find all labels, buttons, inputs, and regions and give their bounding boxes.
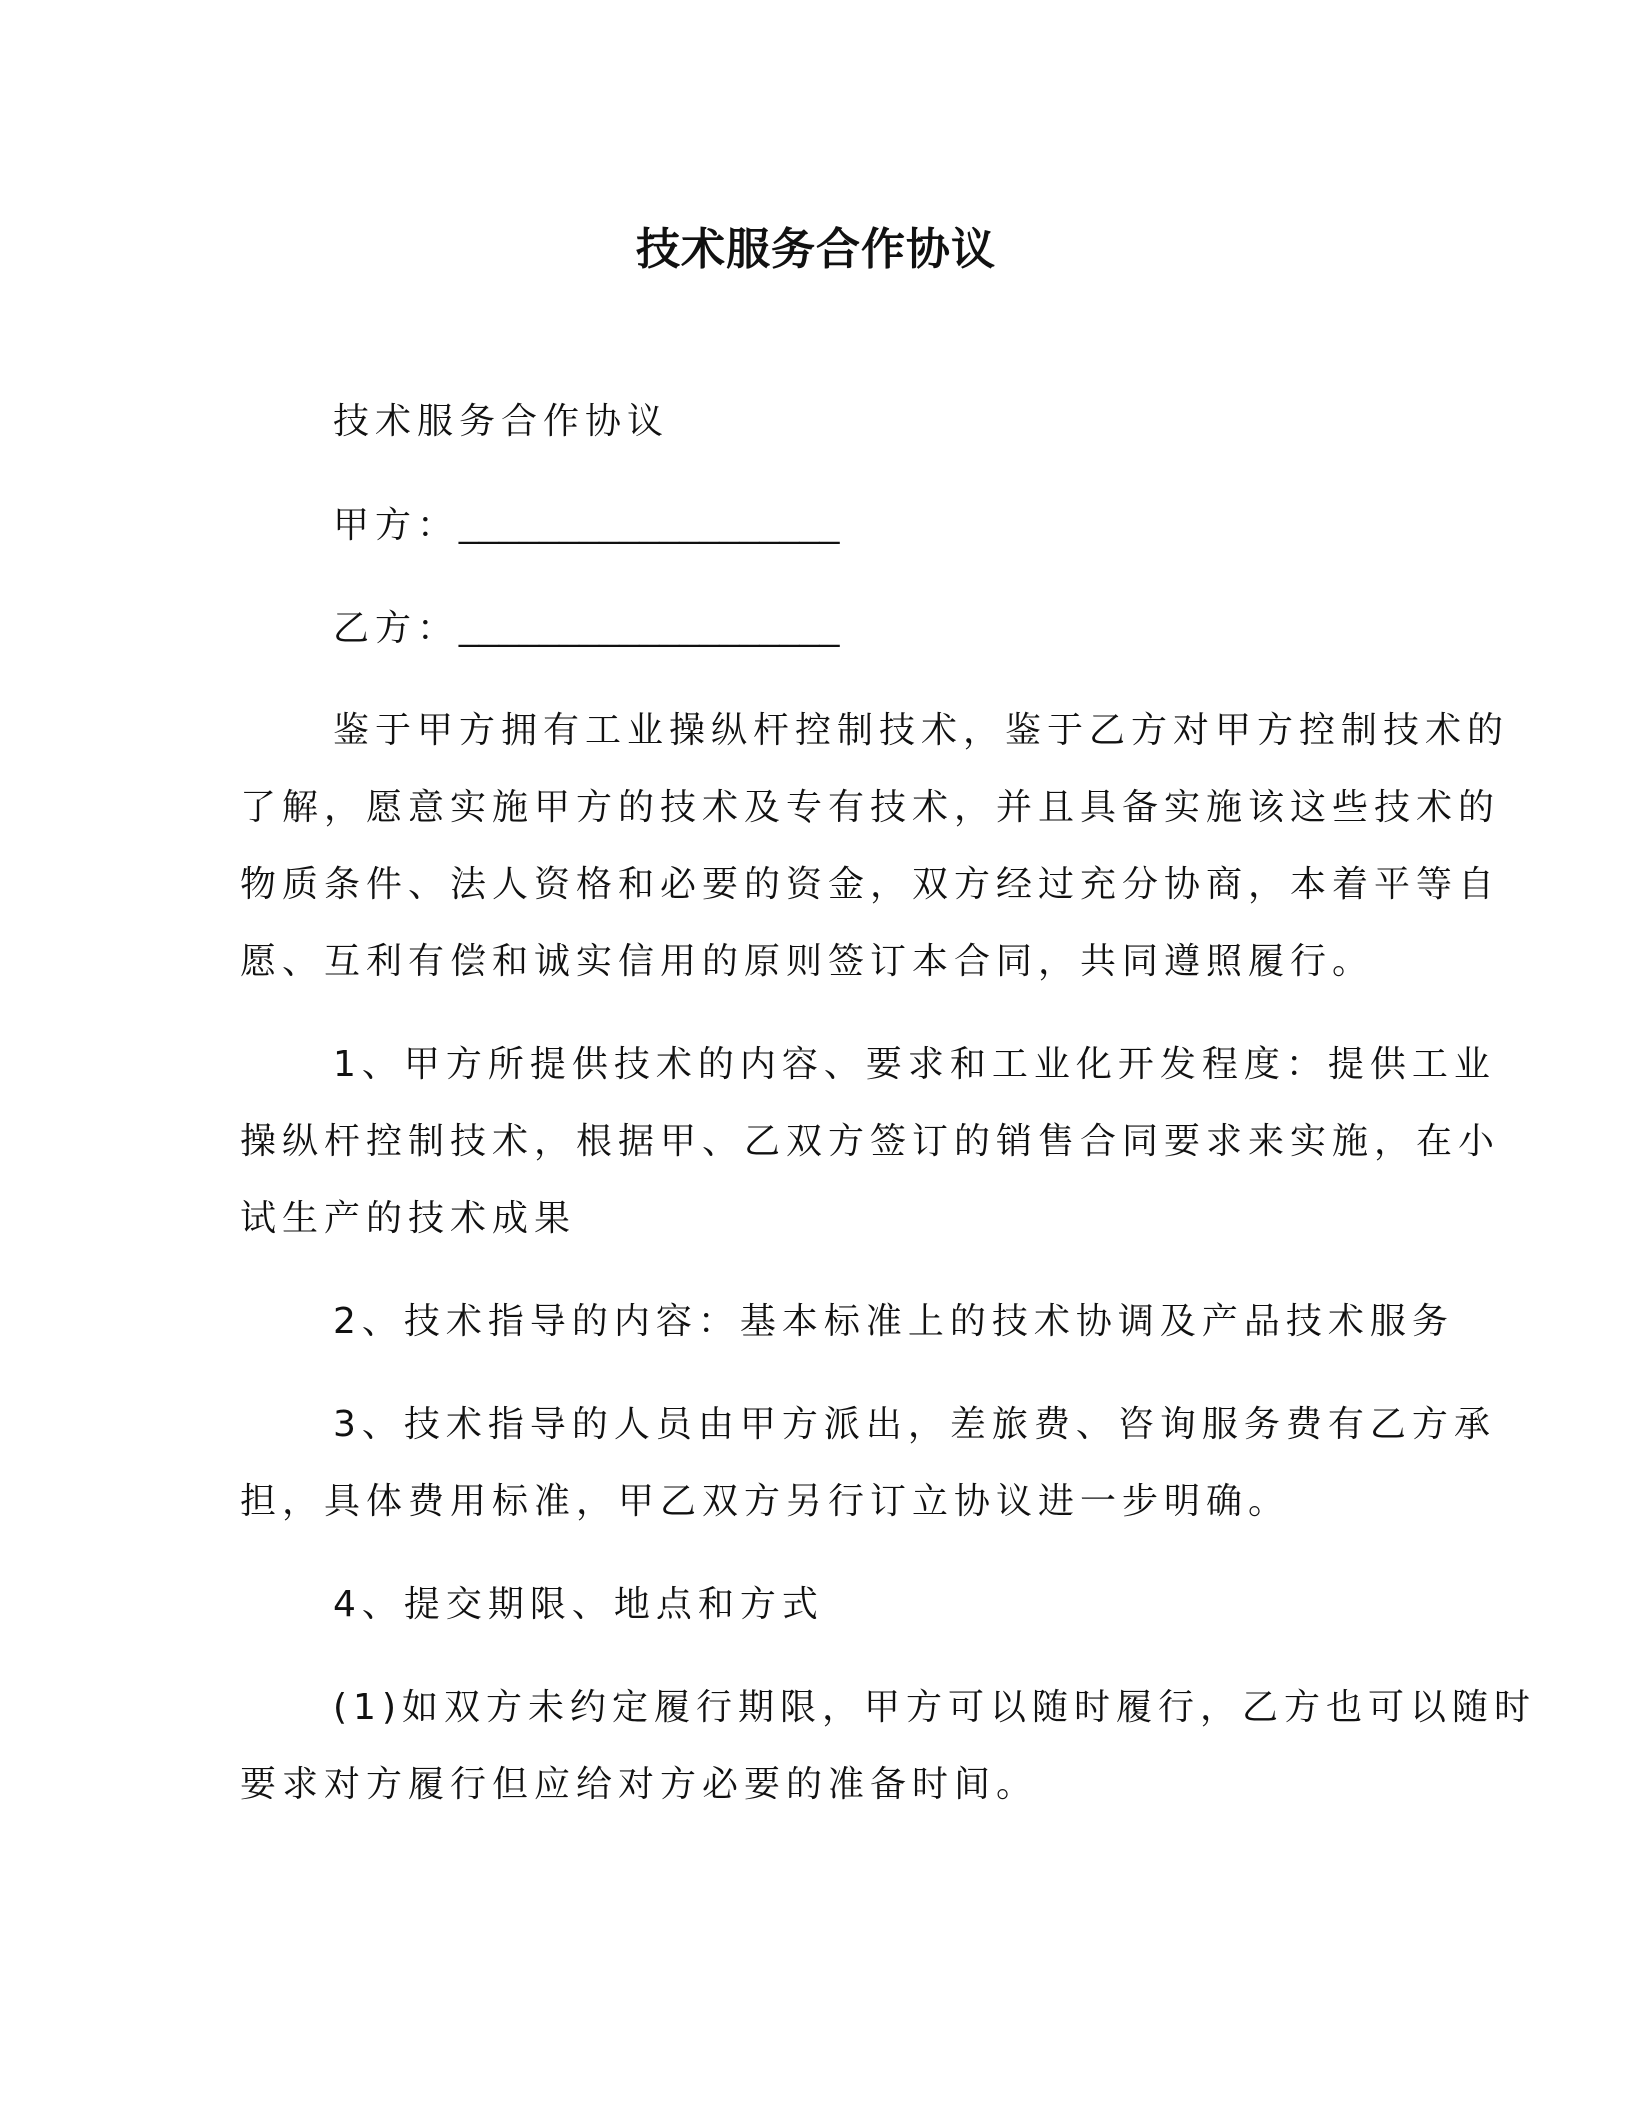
clause-paragraph: [240, 1283, 1454, 1360]
subtitle: 技术服务合作协议: [333, 401, 670, 442]
subtitle-paragraph: [240, 383, 1400, 460]
clause-paragraph: [240, 1386, 1496, 1540]
clause-paragraph: [240, 1566, 1400, 1643]
party-b-blank: ___________________: [459, 607, 840, 648]
party-b-field: [240, 589, 1400, 666]
paragraph-line: 1、甲方所提供技术的内容、要求和工业化开发程度：提供工业: [333, 1044, 1496, 1085]
paragraph-line: 要求对方履行但应给对方必要的准备时间。: [240, 1764, 1039, 1805]
party-b-label: 乙方：: [333, 608, 460, 649]
clause-paragraph: [240, 692, 1510, 1000]
clause-paragraph: [240, 1669, 1536, 1823]
paragraph-line: (1)如双方未约定履行期限，甲方可以随时履行，乙方也可以随时: [333, 1687, 1536, 1728]
paragraph-line: 2、技术指导的内容：基本标准上的技术协调及产品技术服务: [333, 1301, 1454, 1342]
document-body: [240, 383, 1536, 1849]
party-a-blank: ___________________: [459, 504, 840, 545]
paragraph-line: 试生产的技术成果: [240, 1198, 577, 1239]
document-title: 技术服务合作协议: [636, 224, 996, 275]
paragraph-line: 3、技术指导的人员由甲方派出，差旅费、咨询服务费有乙方承: [333, 1404, 1496, 1445]
paragraph-line: 4、提交期限、地点和方式: [333, 1584, 824, 1625]
clause-paragraph: [240, 1026, 1501, 1257]
paragraph-line: 物质条件、法人资格和必要的资金，双方经过充分协商，本着平等自: [240, 864, 1501, 905]
paragraph-line: 了解，愿意实施甲方的技术及专有技术，并且具备实施该这些技术的: [240, 787, 1501, 828]
paragraph-line: 操纵杆控制技术，根据甲、乙双方签订的销售合同要求来实施，在小: [240, 1121, 1501, 1162]
party-a-field: [240, 486, 1400, 563]
paragraph-line: 愿、互利有偿和诚实信用的原则签订本合同，共同遵照履行。: [240, 941, 1375, 982]
paragraph-line: 担，具体费用标准，甲乙双方另行订立协议进一步明确。: [240, 1481, 1291, 1522]
party-a-label: 甲方：: [333, 505, 460, 546]
paragraph-line: 鉴于甲方拥有工业操纵杆控制技术，鉴于乙方对甲方控制技术的: [333, 710, 1510, 751]
